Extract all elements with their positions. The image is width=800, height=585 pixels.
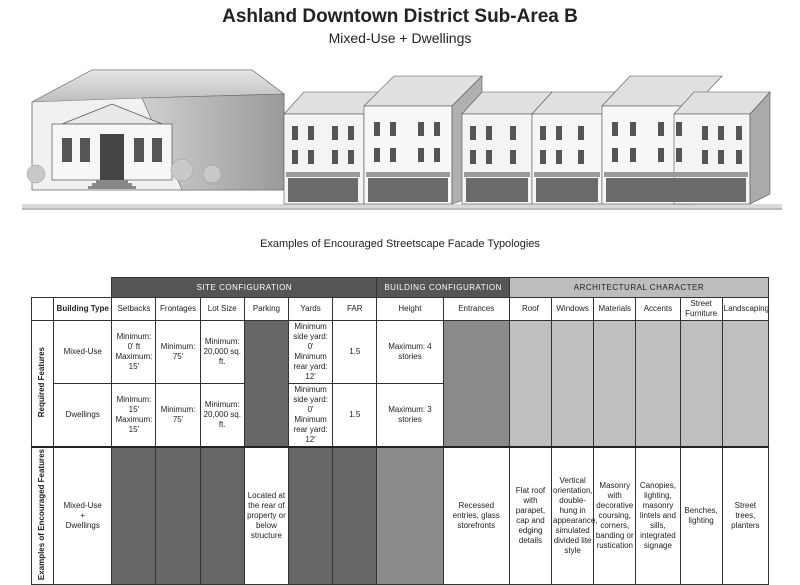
col-yards: Yards (289, 298, 333, 321)
yards-side: Minimum side yard: 0' (293, 322, 328, 351)
illustration-caption: Examples of Encouraged Streetscape Facade Typologies (260, 238, 540, 250)
cell-setbacks-empty (112, 447, 156, 585)
col-building-type: Building Type (54, 298, 112, 321)
group-site-configuration: SITE CONFIGURATION (112, 278, 377, 298)
table-row-mixed-use (32, 321, 769, 384)
storefronts (288, 178, 746, 202)
row-type-mixed-use: Mixed-Use (54, 321, 112, 384)
col-accents: Accents (636, 298, 680, 321)
cell-setbacks: Minimum: 15' Maximum: 15' (112, 384, 156, 448)
cell-landscaping-empty (722, 321, 768, 448)
col-far: FAR (333, 298, 377, 321)
side-label-encouraged: Examples of Encouraged Features (32, 447, 54, 585)
cell-parking: Located at the rear of property or below structure (244, 447, 288, 585)
cell-lot-size-empty (200, 447, 244, 585)
cell-setbacks: Minimum: 0' ft Maximum: 15' (112, 321, 156, 384)
col-lot-size: Lot Size (200, 298, 244, 321)
cell-frontages: Minimum: 75' (156, 321, 200, 384)
row-type-encouraged: Mixed-Use + Dwellings (54, 447, 112, 585)
awnings (286, 172, 748, 177)
group-header-row (32, 278, 769, 298)
col-height: Height (377, 298, 443, 321)
col-materials: Materials (594, 298, 636, 321)
cell-height: Maximum: 3 stories (377, 384, 443, 448)
col-entrances: Entrances (443, 298, 509, 321)
civic-building (32, 70, 284, 190)
cell-materials: Masonry with decorative coursing, corners, banding or rustication (594, 447, 636, 585)
col-setbacks: Setbacks (112, 298, 156, 321)
cell-yards (289, 384, 333, 448)
side-label-required: Required Features (32, 321, 54, 448)
cell-windows: Vertical orientation, double-hung in appearance, simulated divided lite style (552, 447, 594, 585)
cell-height: Maximum: 4 stories (377, 321, 443, 384)
cell-accents: Canopies, lighting, masonry lintels and sills, integrated signage (636, 447, 680, 585)
cell-street-furniture: Benches, lighting (680, 447, 722, 585)
cell-yards-empty (289, 447, 333, 585)
standards-table (31, 277, 769, 585)
streetscape-illustration (22, 62, 782, 222)
page-title: Ashland Downtown District Sub-Area B (222, 6, 578, 27)
cell-entrances: Recessed entries, glass storefronts (443, 447, 509, 585)
cell-parking-empty (244, 321, 288, 448)
cell-roof: Flat roof with parapet, cap and edging details (509, 447, 551, 585)
col-parking: Parking (244, 298, 288, 321)
cell-roof-empty (509, 321, 551, 448)
cell-lot-size: Minimum: 20,000 sq. ft. (200, 321, 244, 384)
row-type-dwellings: Dwellings (54, 384, 112, 448)
group-architectural-character: ARCHITECTURAL CHARACTER (509, 278, 768, 298)
cell-accents-empty (636, 321, 680, 448)
column-header-row (32, 298, 769, 321)
table-row-encouraged (32, 447, 769, 585)
cell-windows-empty (552, 321, 594, 448)
corner-blank (54, 278, 112, 298)
cell-furniture-empty (680, 321, 722, 448)
cell-materials-empty (594, 321, 636, 448)
cell-lot-size: Minimum: 20,000 sq. ft. (200, 384, 244, 448)
cell-far-empty (333, 447, 377, 585)
cell-frontages-empty (156, 447, 200, 585)
page-subtitle: Mixed-Use + Dwellings (328, 30, 472, 46)
col-street-furniture: Street Furniture (680, 298, 722, 321)
corner-blank (32, 278, 54, 298)
yards-side: Minimum side yard: 0' (293, 385, 328, 414)
header-blank (32, 298, 54, 321)
cell-landscaping: Street trees, planters (722, 447, 768, 585)
cell-height-empty (377, 447, 443, 585)
cell-entrances-empty (443, 321, 509, 448)
yards-rear: Minimum rear yard: 12' (293, 352, 328, 381)
cell-frontages: Minimum: 75' (156, 384, 200, 448)
group-building-configuration: BUILDING CONFIGURATION (377, 278, 510, 298)
cell-far: 1.5 (333, 384, 377, 448)
col-windows: Windows (552, 298, 594, 321)
yards-rear: Minimum rear yard: 12' (293, 415, 328, 444)
col-landscaping: Landscaping (722, 298, 768, 321)
cell-far: 1.5 (333, 321, 377, 384)
col-roof: Roof (509, 298, 551, 321)
cell-yards (289, 321, 333, 384)
col-frontages: Frontages (156, 298, 200, 321)
